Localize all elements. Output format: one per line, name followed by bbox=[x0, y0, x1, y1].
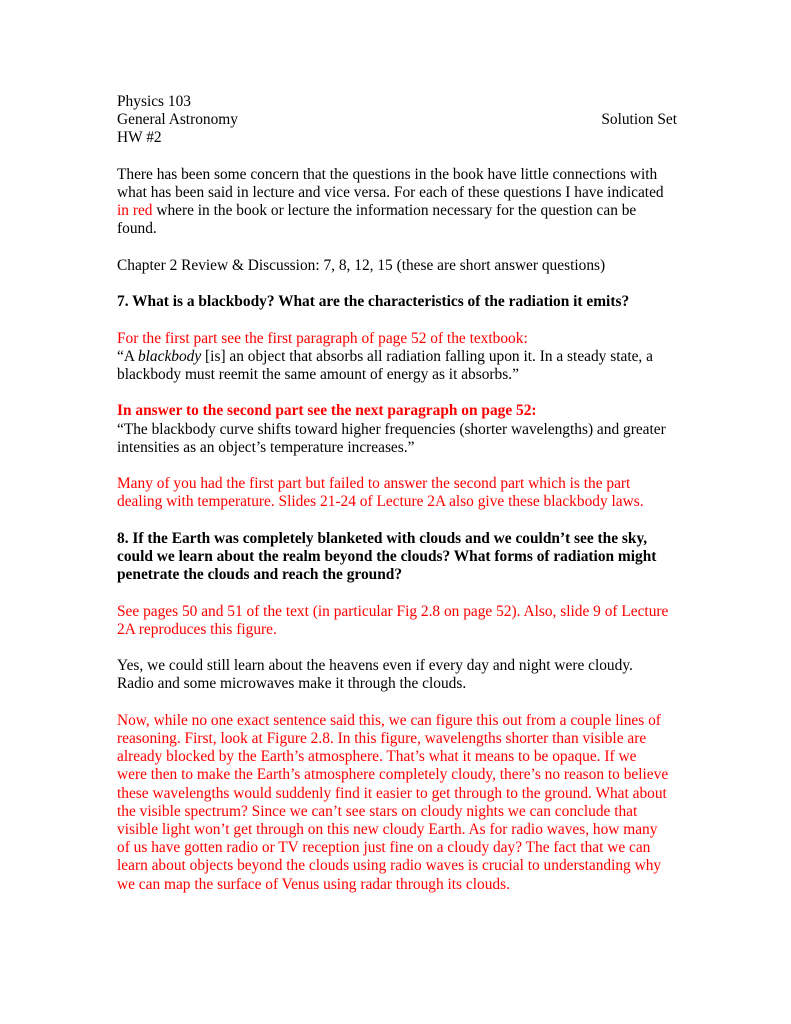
q8-reference bbox=[117, 603, 677, 639]
explanation-line: learn about objects beyond the clouds using radio waves is crucial to understanding why bbox=[117, 857, 662, 875]
explanation-line: these wavelengths would suddenly find it easier to get through to the ground. What about bbox=[117, 784, 667, 802]
note-line: dealing with temperature. Slides 21-24 of Lecture 2A also give these blackbody laws. bbox=[117, 493, 644, 511]
q8-answer bbox=[117, 657, 677, 693]
note-line: Many of you had the first part but failed to answer the second part which is the part bbox=[117, 475, 631, 493]
q7-part1 bbox=[117, 330, 677, 385]
red-highlight: in red bbox=[117, 202, 153, 220]
question-7: 7. What is a blackbody? What are the characteristics of the radiation it emits? bbox=[117, 293, 630, 311]
explanation-line: reasoning. First, look at Figure 2.8. In this figure, wavelengths shorter than visible are bbox=[117, 729, 647, 747]
q7-quote-line bbox=[117, 348, 677, 366]
header-row bbox=[117, 111, 677, 129]
question-line: penetrate the clouds and reach the ground? bbox=[117, 566, 403, 584]
reference-line: See pages 50 and 51 of the text (in particular Fig 2.8 on page 52). Also, slide 9 of Lecture bbox=[117, 602, 669, 620]
explanation-line: were then to make the Earth’s atmosphere completely cloudy, there’s no reason to believe bbox=[117, 766, 669, 784]
reference-line: 2A reproduces this figure. bbox=[117, 620, 277, 638]
quote-text: [is] an object that absorbs all radiation falling upon it. In a steady state, a bbox=[201, 347, 653, 365]
question-line: could we learn about the realm beyond the clouds? What forms of radiation might bbox=[117, 547, 657, 565]
chapter-line: Chapter 2 Review & Discussion: 7, 8, 12, 15 (these are short answer questions) bbox=[117, 256, 606, 274]
explanation-line: visible light won’t get through on this new cloudy Earth. As for radio waves, how many bbox=[117, 820, 658, 838]
intro-line: what has been said in lecture and vice versa. For each of these questions I have indicated bbox=[117, 184, 664, 201]
explanation-line: already blocked by the Earth’s atmosphere. That’s what it means to be opaque. If we bbox=[117, 748, 637, 766]
q7-reference-2: In answer to the second part see the next paragraph on page 52: bbox=[117, 402, 537, 420]
q7-quote2-line: “The blackbody curve shifts toward higher frequencies (shorter wavelengths) and greater bbox=[117, 420, 666, 438]
document-page bbox=[117, 93, 677, 894]
q7-reference: For the first part see the first paragraph of page 52 of the textbook: bbox=[117, 329, 528, 347]
explanation-line: the visible spectrum? Since we can’t see stars on cloudy nights we can conclude that bbox=[117, 802, 638, 820]
intro-line: found. bbox=[117, 220, 157, 238]
q7-quote2-line: intensities as an object’s temperature increases.” bbox=[117, 438, 415, 456]
quote-italic: blackbody bbox=[137, 347, 202, 365]
intro-line bbox=[117, 202, 677, 220]
q8-explanation bbox=[117, 712, 677, 894]
intro-text: where in the book or lecture the information necessary for the question can be bbox=[152, 202, 637, 220]
subject-title: General Astronomy bbox=[117, 111, 238, 129]
document-header bbox=[117, 93, 677, 148]
question-line: 8. If the Earth was completely blanketed with clouds and we couldn’t see the sky, bbox=[117, 529, 648, 547]
doc-type-label: Solution Set bbox=[601, 111, 677, 129]
intro-paragraph bbox=[117, 166, 677, 239]
question-8 bbox=[117, 530, 677, 585]
answer-line: Radio and some microwaves make it through the clouds. bbox=[117, 675, 467, 693]
q7-note bbox=[117, 475, 677, 511]
explanation-line: we can map the surface of Venus using radar through its clouds. bbox=[117, 875, 510, 893]
quote-text: “A bbox=[117, 347, 138, 365]
answer-line: Yes, we could still learn about the heavens even if every day and night were cloudy. bbox=[117, 657, 633, 675]
course-title: Physics 103 bbox=[117, 93, 191, 110]
q7-quote-line: blackbody must reemit the same amount of energy as it absorbs.” bbox=[117, 365, 519, 383]
intro-line: There has been some concern that the questions in the book have little connections with bbox=[117, 165, 658, 183]
explanation-line: of us have gotten radio or TV reception just fine on a cloudy day? The fact that we can bbox=[117, 839, 651, 857]
q7-part2 bbox=[117, 402, 677, 457]
explanation-line: Now, while no one exact sentence said this, we can figure this out from a couple lines of bbox=[117, 711, 661, 729]
homework-number: HW #2 bbox=[117, 129, 162, 147]
